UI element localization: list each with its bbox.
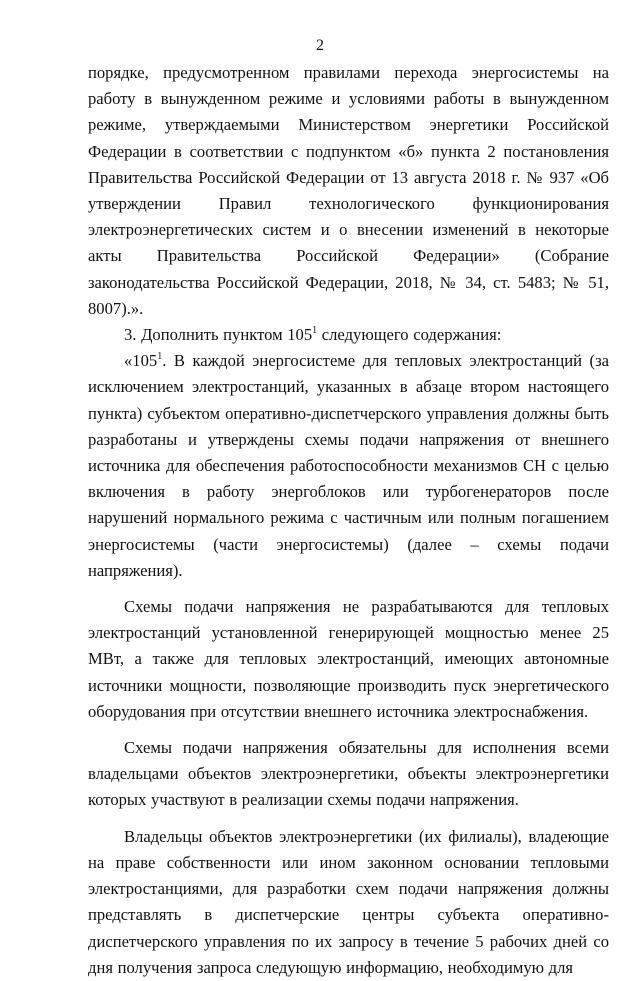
paragraph-text: «105 [124, 351, 158, 371]
paragraph-4 [88, 594, 609, 725]
paragraph-text: . В каждой энергосистеме для тепловых электростанций (за исключением электростанций, указанных в абзаце втором настоящего пункта) субъектом оперативно-диспетчерского управления должны быть разработаны и утверждены схемы подачи напряжения от внешнего источника для обеспечения работоспособности механизмов СН с целью включения в работу энергоблоков или турбогенераторов после нарушений нормального режима с частичным или полным погашением энергосистемы (части энергосистемы) (далее – схемы подачи напряжения). [88, 351, 609, 580]
paragraph-text: 3. Дополнить пунктом 105 [124, 325, 313, 345]
superscript-marker: 1 [312, 325, 318, 337]
paragraph-6 [88, 824, 609, 981]
paragraph-1 [88, 60, 609, 322]
document-body [88, 60, 609, 981]
paragraph-text: Схемы подачи напряжения не разрабатываются для тепловых электростанций установленной генерирующей мощностью менее 25 МВт, а также для тепловых электростанций, имеющих автономные источники мощности, позволяющие производить пуск энергетического оборудования при отсутствии внешнего источника электроснабжения. [88, 597, 609, 721]
paragraph-text: порядке, предусмотренном правилами перехода энергосистемы на работу в вынужденном режиме и условиями работы в вынужденном режиме, утверждаемыми Министерством энергетики Российской Федерации в соответствии с подпунктом «б» пункта 2 постановления Правительства Российской Федерации от 13 августа 2018 г. № 937 «Об утверждении Правил технологического функционирования электроэнергетических систем и о внесении изменений в некоторые акты Правительства Российской Федерации» (Собрание законодательства Российской Федерации, 2018, № 34, ст. 5483; № 51, 8007).». [88, 63, 609, 318]
page-number: 2 [316, 37, 324, 54]
paragraph-2 [88, 322, 609, 348]
paragraph-text: Владельцы объектов электроэнергетики (их филиалы), владеющие на праве собственности или ином законном основании тепловыми электростанциями, для разработки схем подачи напряжения должны представлять в диспетчерские центры субъекта оперативно-диспетчерского управления по их запросу в течение 5 рабочих дней со дня получения запроса следующую информацию, необходимую для [88, 826, 609, 977]
paragraph-5 [88, 735, 609, 814]
paragraph-3 [88, 348, 609, 584]
paragraph-text: следующего содержания: [317, 325, 502, 345]
superscript-marker: 1 [157, 351, 163, 363]
paragraph-text: Схемы подачи напряжения обязательны для исполнения всеми владельцами объектов электроэнергетики, объекты электроэнергетики которых участвуют в реализации схемы подачи напряжения. [88, 738, 609, 810]
